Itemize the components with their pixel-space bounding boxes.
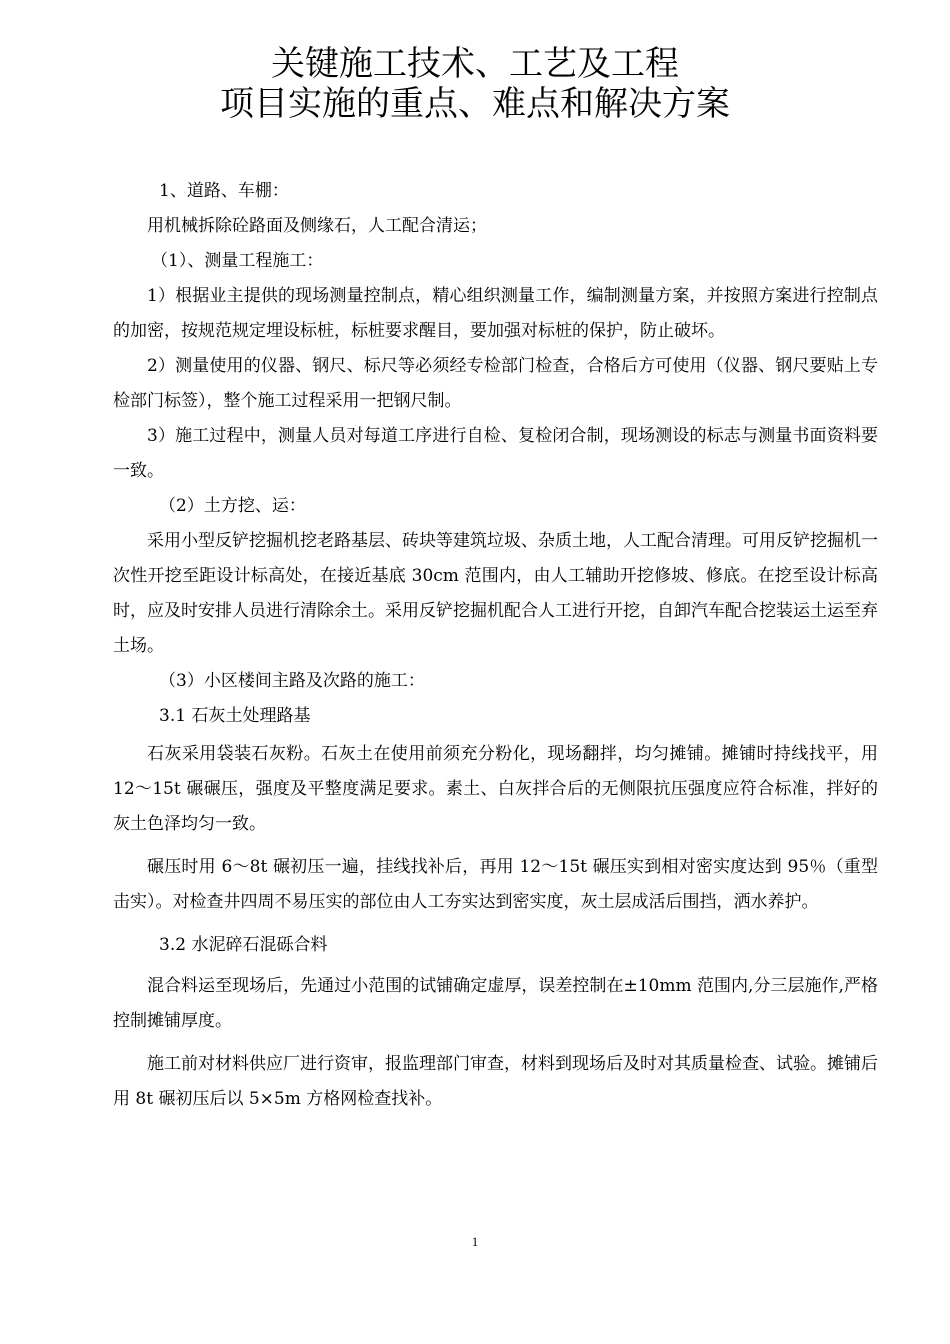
body-paragraph: 石灰采用袋装石灰粉。石灰土在使用前须充分粉化，现场翻拌，均匀摊铺。摊铺时持线找平，用 12～15t 碾碾压，强度及平整度满足要求。素土、白灰拌合后的无侧限抗压强度应符合标准，拌好的灰土色泽均匀一致。 [113,744,878,834]
subsection-heading-main-roads: （3）小区楼间主路及次路的施工： [159,671,425,691]
body-paragraph: 1）根据业主提供的现场测量控制点，精心组织测量工作，编制测量方案，并按照方案进行控制点的加密，按规范规定埋设标桩，标桩要求醒目，要加强对标桩的保护，防止破坏。 [113,286,878,341]
subsection-heading-cement-gravel: 3.2 水泥碎石混砾合料 [159,935,328,955]
body-paragraph: 用机械拆除砼路面及侧缘石，人工配合清运； [147,216,487,236]
body-paragraph: 采用小型反铲挖掘机挖老路基层、砖块等建筑垃圾、杂质土地，人工配合清理。可用反铲挖掘机一次性开挖至距设计标高处，在接近基底 30cm 范围内，由人工辅助开挖修坡、修底。在挖至设计标高时，应及时安排人员进行清除余土。采用反铲挖掘机配合人工进行开挖，自卸汽车配合挖装运土运至弃土场。 [113,531,878,656]
body-paragraph: 施工前对材料供应厂进行资审，报监理部门审查，材料到现场后及时对其质量检查、试验。摊铺后用 8t 碾初压后以 5×5m 方格网检查找补。 [113,1054,878,1109]
subsection-heading-earthwork: （2）土方挖、运： [159,496,306,516]
document-title-line-2: 项目实施的重点、难点和解决方案 [220,84,730,124]
page-number: 1 [471,1234,479,1249]
body-paragraph: 混合料运至现场后，先通过小范围的试铺确定虚厚，误差控制在±10mm 范围内,分三层施作,严格控制摊铺厚度。 [113,976,878,1031]
document-body [113,174,878,1117]
subsection-heading-lime-soil: 3.1 石灰土处理路基 [159,706,311,726]
body-paragraph: 2）测量使用的仪器、钢尺、标尺等必须经专检部门检查，合格后方可使用（仪器、钢尺要贴上专检部门标签），整个施工过程采用一把钢尺制。 [113,356,878,411]
body-paragraph: 碾压时用 6～8t 碾初压一遍，挂线找补后，再用 12～15t 碾压实到相对密实度达到 95％（重型击实）。对检查井四周不易压实的部位由人工夯实达到密实度，灰土层成活后围挡，洒水养护。 [113,857,878,912]
subsection-heading-survey: （1）、测量工程施工： [151,251,324,271]
document-title-line-1: 关键施工技术、工艺及工程 [271,44,679,84]
body-paragraph: 3）施工过程中，测量人员对每道工序进行自检、复检闭合制，现场测设的标志与测量书面资料要一致。 [113,426,878,481]
section-heading-roads: 1、道路、车棚： [159,181,289,201]
